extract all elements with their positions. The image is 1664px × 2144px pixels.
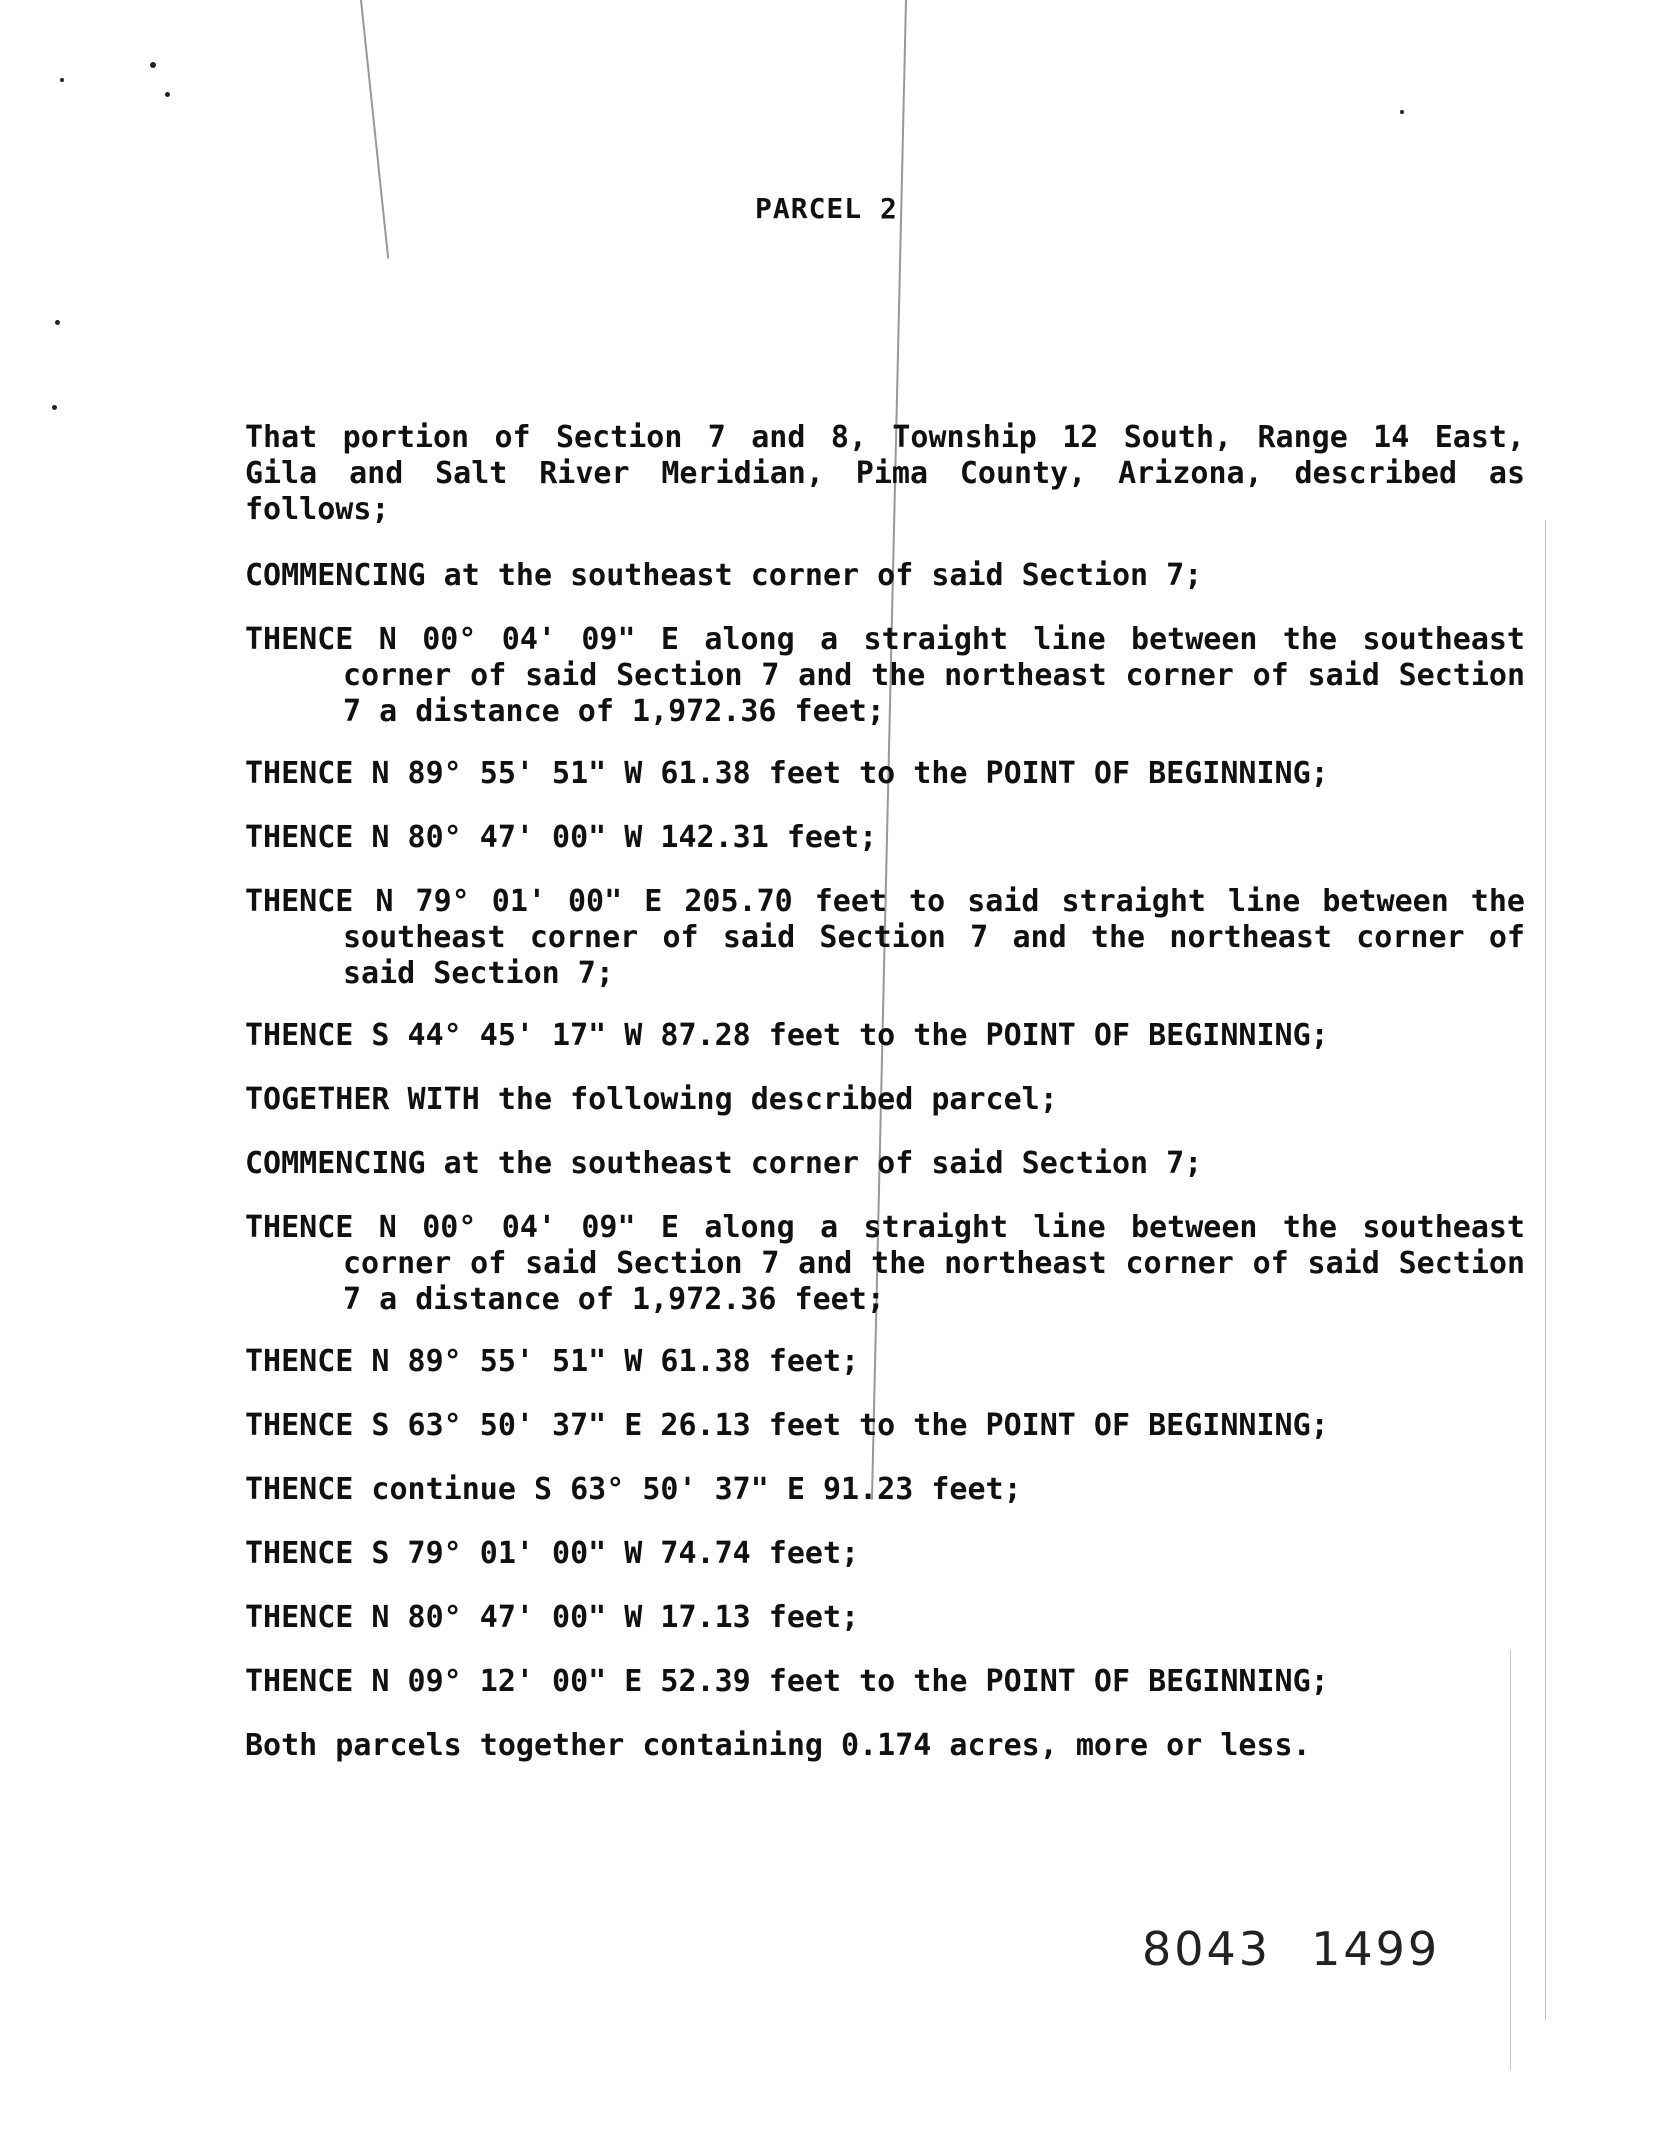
legal-description bbox=[245, 420, 1525, 1792]
scan-speck bbox=[165, 92, 170, 97]
course-paragraph: THENCE S 63° 50' 37" E 26.13 feet to the POINT OF BEGINNING; bbox=[245, 1408, 1329, 1443]
intro-paragraph: That portion of Section 7 and 8, Township 12 South, Range 14 East, Gila and Salt River Meridian, Pima County, Arizona, described as follows; bbox=[245, 420, 1525, 527]
scan-speck bbox=[52, 405, 57, 410]
course-paragraph: THENCE N 80° 47' 00" W 17.13 feet; bbox=[245, 1600, 860, 1635]
course-paragraph: THENCE S 79° 01' 00" W 74.74 feet; bbox=[245, 1536, 860, 1571]
scan-artifact-line bbox=[1545, 520, 1546, 2020]
course-paragraph: THENCE N 00° 04' 09" E along a straight line between the southeast corner of said Section 7 and the northeast corner of said Section 7 a distance of 1,972.36 feet; bbox=[245, 1210, 1525, 1317]
stamp-book-number: 8043 bbox=[1142, 1922, 1272, 1976]
page-title: PARCEL 2 bbox=[755, 192, 898, 225]
acreage-summary: Both parcels together containing 0.174 acres, more or less. bbox=[245, 1728, 1311, 1763]
course-paragraph: THENCE N 79° 01' 00" E 205.70 feet to said straight line between the southeast corner of said Section 7 and the northeast corner of said Section 7; bbox=[245, 884, 1525, 991]
course-paragraph: THENCE N 80° 47' 00" W 142.31 feet; bbox=[245, 820, 878, 855]
course-paragraph: THENCE N 09° 12' 00" E 52.39 feet to the POINT OF BEGINNING; bbox=[245, 1664, 1329, 1699]
course-paragraph: THENCE S 44° 45' 17" W 87.28 feet to the POINT OF BEGINNING; bbox=[245, 1018, 1329, 1053]
course-paragraph: THENCE continue S 63° 50' 37" E 91.23 feet; bbox=[245, 1472, 1022, 1507]
scan-artifact-line bbox=[360, 0, 389, 259]
scan-speck bbox=[55, 320, 60, 325]
stamp-page-number: 1499 bbox=[1311, 1922, 1441, 1976]
recording-stamp bbox=[1142, 1922, 1440, 1976]
commencing-paragraph: COMMENCING at the southeast corner of said Section 7; bbox=[245, 1146, 1203, 1181]
scan-speck bbox=[1400, 110, 1404, 114]
commencing-paragraph: COMMENCING at the southeast corner of said Section 7; bbox=[245, 558, 1203, 593]
course-paragraph: THENCE N 00° 04' 09" E along a straight line between the southeast corner of said Section 7 and the northeast corner of said Section 7 a distance of 1,972.36 feet; bbox=[245, 622, 1525, 729]
scan-speck bbox=[60, 78, 64, 82]
course-paragraph: THENCE N 89° 55' 51" W 61.38 feet; bbox=[245, 1344, 860, 1379]
course-paragraph: THENCE N 89° 55' 51" W 61.38 feet to the POINT OF BEGINNING; bbox=[245, 756, 1329, 791]
scan-speck bbox=[150, 62, 156, 68]
together-with-paragraph: TOGETHER WITH the following described parcel; bbox=[245, 1082, 1058, 1117]
